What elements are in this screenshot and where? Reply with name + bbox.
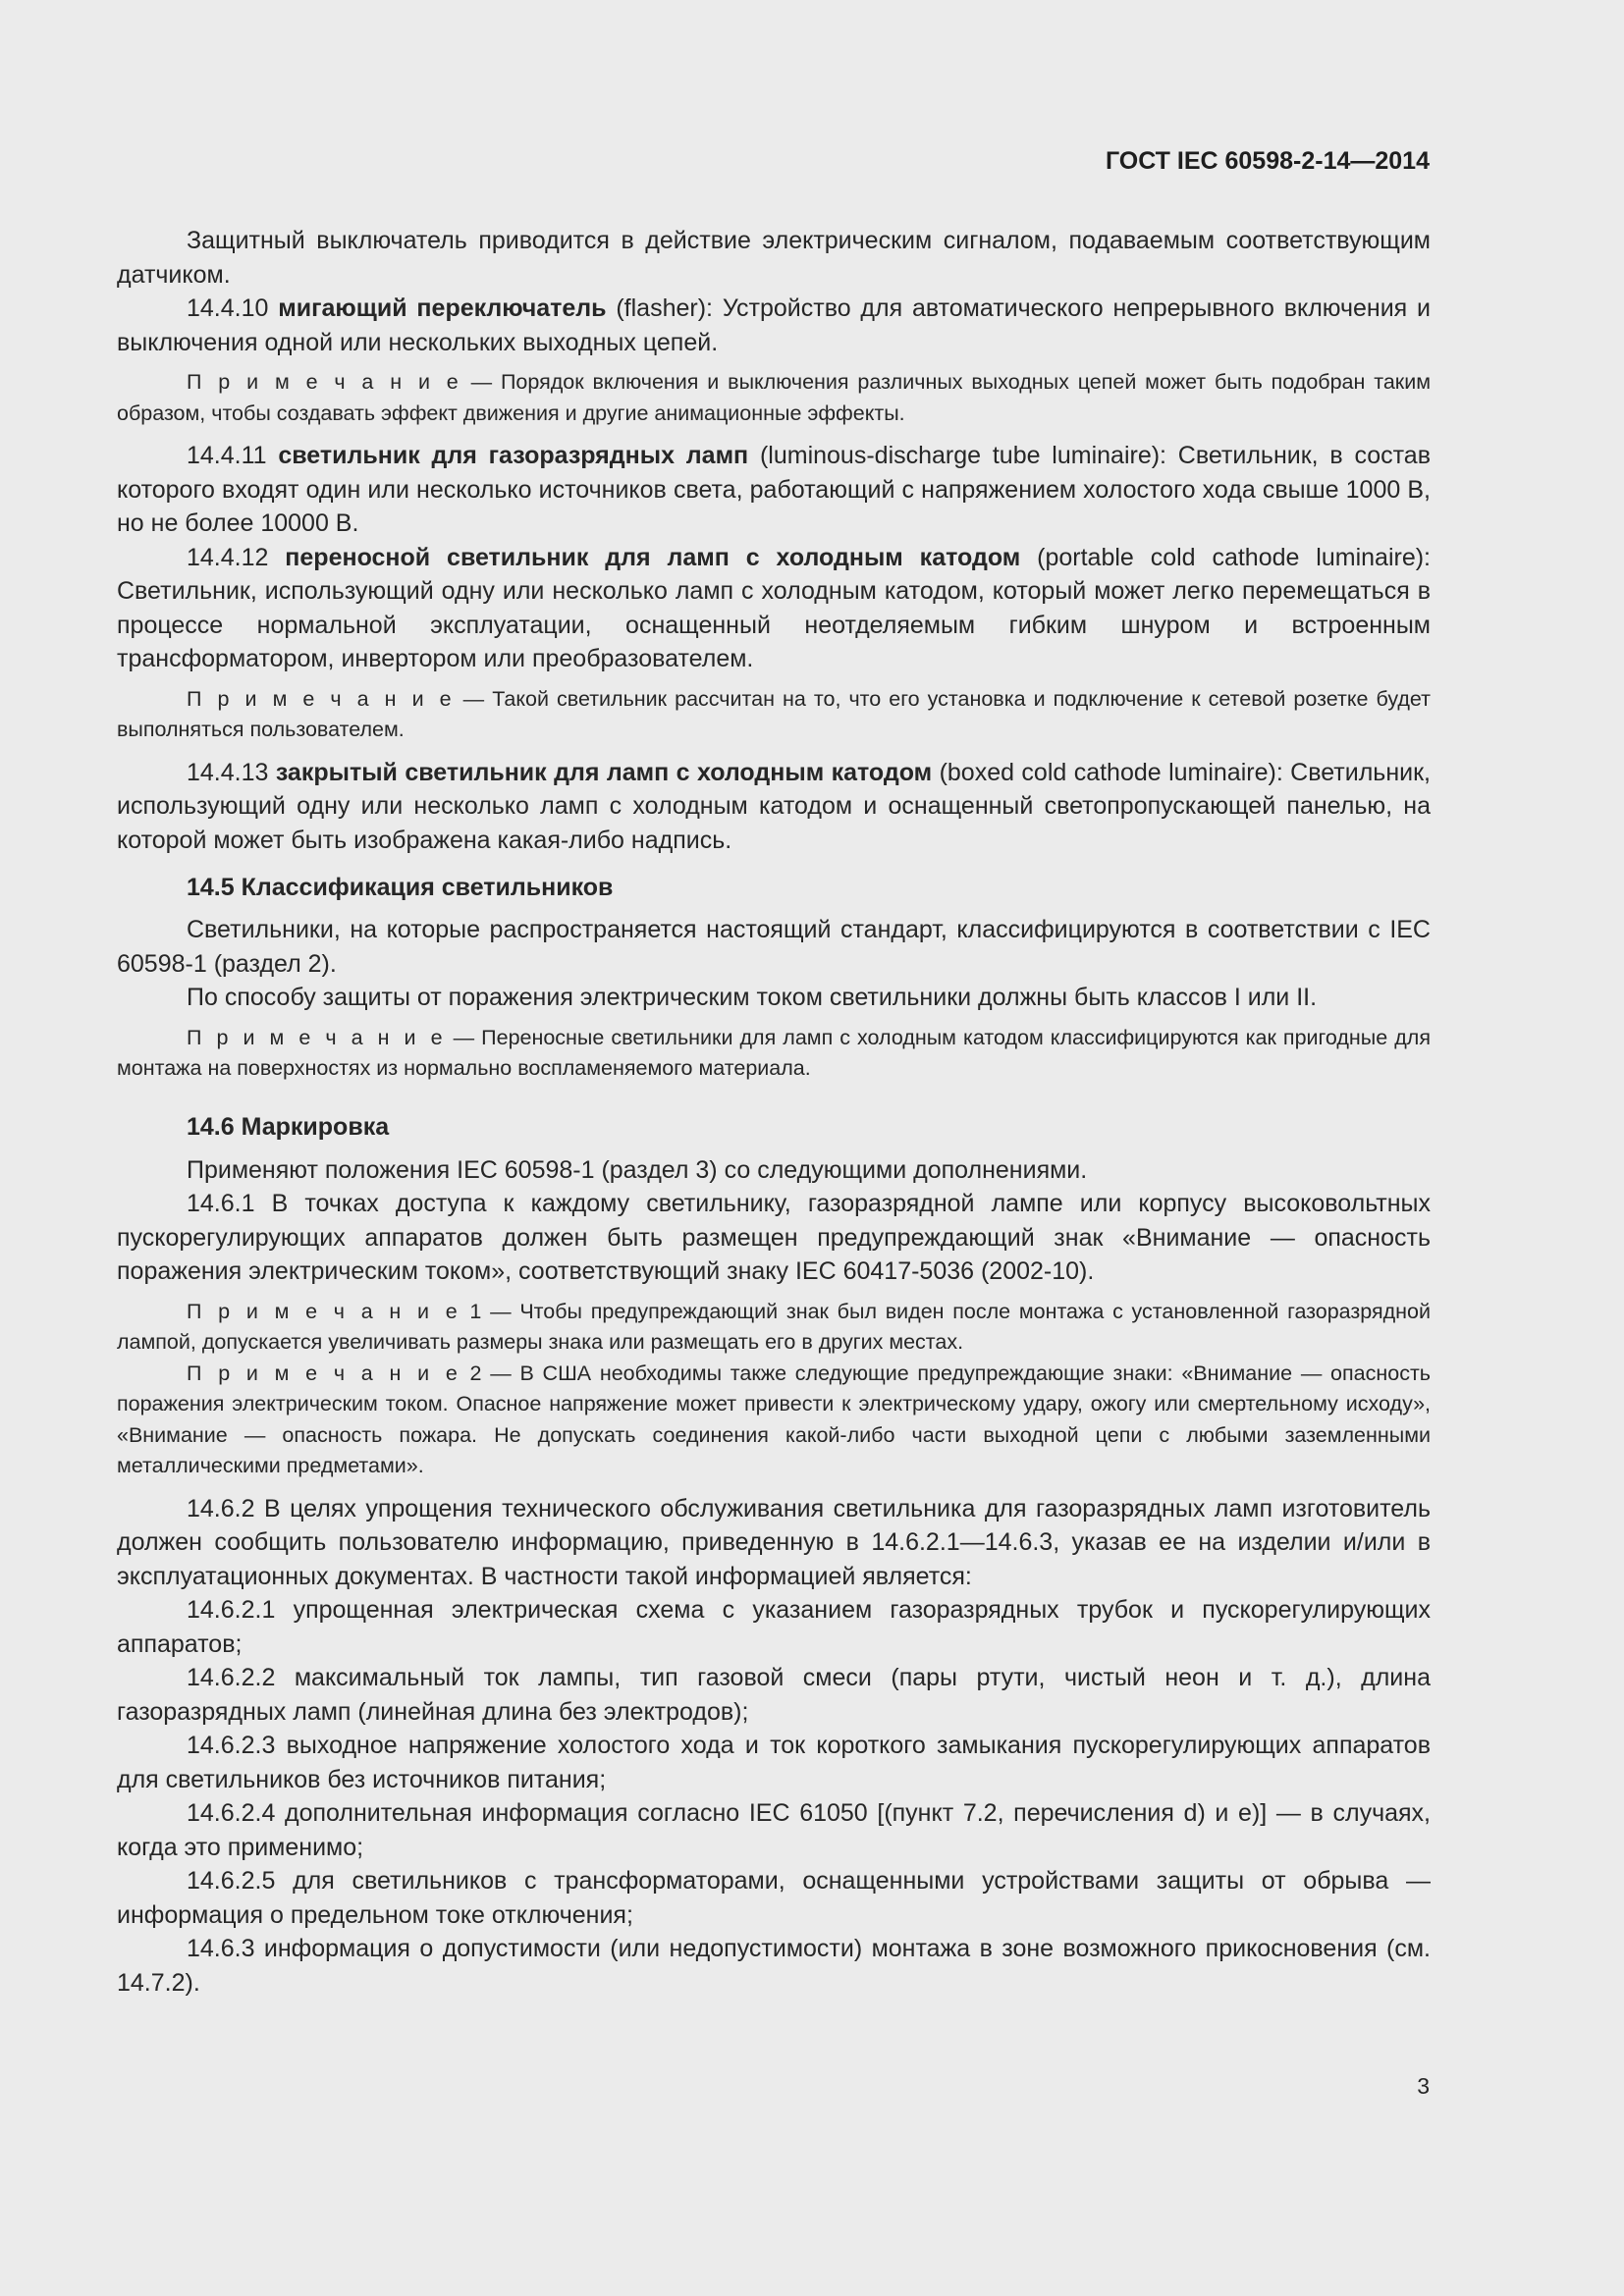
note xyxy=(117,1023,1431,1085)
defined-term: закрытый светильник для ламп с холодным катодом xyxy=(275,758,933,786)
definition-text: (boxed cold cathode luminaire): Светильник, использующий одну или несколько ламп с холодным катодом и оснащенный светопропускающей панелью, на которой может быть изображена какая-либо надпись. xyxy=(117,758,1431,854)
list-item: 14.6.2.4 дополнительная информация согласно IEC 61050 [(пункт 7.2, перечисления d) и е)] — в случаях, когда это применимо; xyxy=(117,1799,1431,1861)
page-number: 3 xyxy=(1417,2073,1430,2099)
note-text: — Переносные светильники для ламп с холодным катодом классифицируются как пригодные для монтажа на поверхностях из нормально воспламеняемого материала. xyxy=(117,1025,1431,1080)
list-item: 14.6.2.5 для светильников с трансформаторами, оснащенными устройствами защиты от обрыва — информация о предельном токе отключения; xyxy=(117,1867,1431,1929)
paragraph: 14.6.1 В точках доступа к каждому светильнику, газоразрядной лампе или корпусу высоковольтных пускорегулирующих аппаратов должен быть размещен предупреждающий знак «Внимание — опасность поражения электрическим током», соответствующий знаку IEC 60417-5036 (2002-10). xyxy=(117,1190,1431,1285)
note xyxy=(117,1359,1431,1482)
note-label: П р и м е ч а н и е xyxy=(187,1025,447,1049)
document-body xyxy=(117,224,1431,2000)
paragraph: По способу защиты от поражения электрическим током светильники должны быть классов I или II. xyxy=(187,984,1318,1011)
clause-number: 14.4.11 xyxy=(187,442,279,469)
definition-text: (portable cold cathode luminaire): Светильник, использующий одну или несколько ламп с холодным катодом, который может легко перемещаться в процессе нормальной эксплуатации, оснащенный неотделяемым гибким шнуром и встроенным трансформатором, инвертором или преобразователем. xyxy=(117,543,1431,672)
note-label: П р и м е ч а н и е xyxy=(187,686,456,711)
note xyxy=(117,1297,1431,1359)
section-heading-14-6: 14.6 Маркировка xyxy=(187,1112,390,1141)
definition-text: (luminous-discharge tube luminaire): Светильник, в состав которого входят один или несколько источников света, работающий с напряжением холостого хода свыше 1000 В, но не более 10000 В. xyxy=(117,442,1431,537)
note-label: П р и м е ч а н и е xyxy=(187,1361,461,1385)
note-text: 1 — Чтобы предупреждающий знак был виден после монтажа с установленной газоразрядной лампой, допускается увеличивать размеры знака или размещать его в других местах. xyxy=(117,1299,1432,1354)
clause-number: 14.4.10 xyxy=(187,294,279,322)
note-text: — Такой светильник рассчитан на то, что его установка и подключение к сетевой розетке будет выполняться пользователем. xyxy=(117,686,1431,741)
paragraph: Применяют положения IEC 60598-1 (раздел 3) со следующими дополнениями. xyxy=(187,1155,1088,1184)
note xyxy=(117,684,1431,746)
defined-term: светильник для газоразрядных ламп xyxy=(278,442,749,469)
document-id-header: ГОСТ IEC 60598-2-14—2014 xyxy=(1105,147,1430,175)
definition-14-4-10 xyxy=(117,292,1431,359)
note-text: — Порядок включения и выключения различных выходных цепей может быть подобран таким образом, чтобы создавать эффект движения и другие анимационные эффекты. xyxy=(117,370,1431,425)
definition-14-4-12 xyxy=(117,541,1431,676)
paragraph: Светильники, на которые распространяется настоящий стандарт, классифицируются в соответствии с IEC 60598-1 (раздел 2). xyxy=(117,916,1431,978)
note-label: П р и м е ч а н и е xyxy=(187,370,462,394)
note-label: П р и м е ч а н и е xyxy=(187,1299,461,1323)
paragraph: Защитный выключатель приводится в действие электрическим сигналом, подаваемым соответствующим датчиком. xyxy=(117,227,1431,289)
definition-14-4-11 xyxy=(117,439,1431,541)
defined-term: мигающий переключатель xyxy=(278,294,607,322)
defined-term: переносной светильник для ламп с холодным катодом xyxy=(285,543,1021,571)
list-item: 14.6.2.3 выходное напряжение холостого хода и ток короткого замыкания пускорегулирующих аппаратов для светильников без источников питания; xyxy=(117,1732,1431,1793)
clause-number: 14.4.13 xyxy=(187,758,276,786)
note xyxy=(117,367,1431,429)
note-text: 2 — В США необходимы также следующие предупреждающие знаки: «Внимание — опасность поражения электрическим током. Опасное напряжение может привести к электрическому удару, ожогу или смертельному исходу», «Внимание — опасность пожара. Не допускать соединения какой-либо части выходной цепи с любыми заземленными металлическими предметами». xyxy=(117,1361,1431,1477)
list-item: 14.6.2.2 максимальный ток лампы, тип газовой смеси (пары ртути, чистый неон и т. д.), длина газоразрядных ламп (линейная длина без электродов); xyxy=(117,1664,1431,1726)
paragraph: 14.6.2 В целях упрощения технического обслуживания светильника для газоразрядных ламп изготовитель должен сообщить пользователю информацию, приведенную в 14.6.2.1—14.6.3, указав ее на изделии и/или в эксплуатационных документах. В частности такой информацией является: xyxy=(117,1494,1431,1590)
definition-text: (flasher): Устройство для автоматического непрерывного включения и выключения одной или нескольких выходных цепей. xyxy=(117,294,1432,356)
list-item: 14.6.2.1 упрощенная электрическая схема с указанием газоразрядных трубок и пускорегулирующих аппаратов; xyxy=(117,1596,1431,1658)
clause-number: 14.4.12 xyxy=(187,543,286,571)
definition-14-4-13 xyxy=(117,756,1431,858)
section-heading-14-5: 14.5 Классификация светильников xyxy=(187,874,614,901)
list-item: 14.6.3 информация о допустимости (или недопустимости) монтажа в зоне возможного прикосновения (см. 14.7.2). xyxy=(117,1935,1431,1997)
